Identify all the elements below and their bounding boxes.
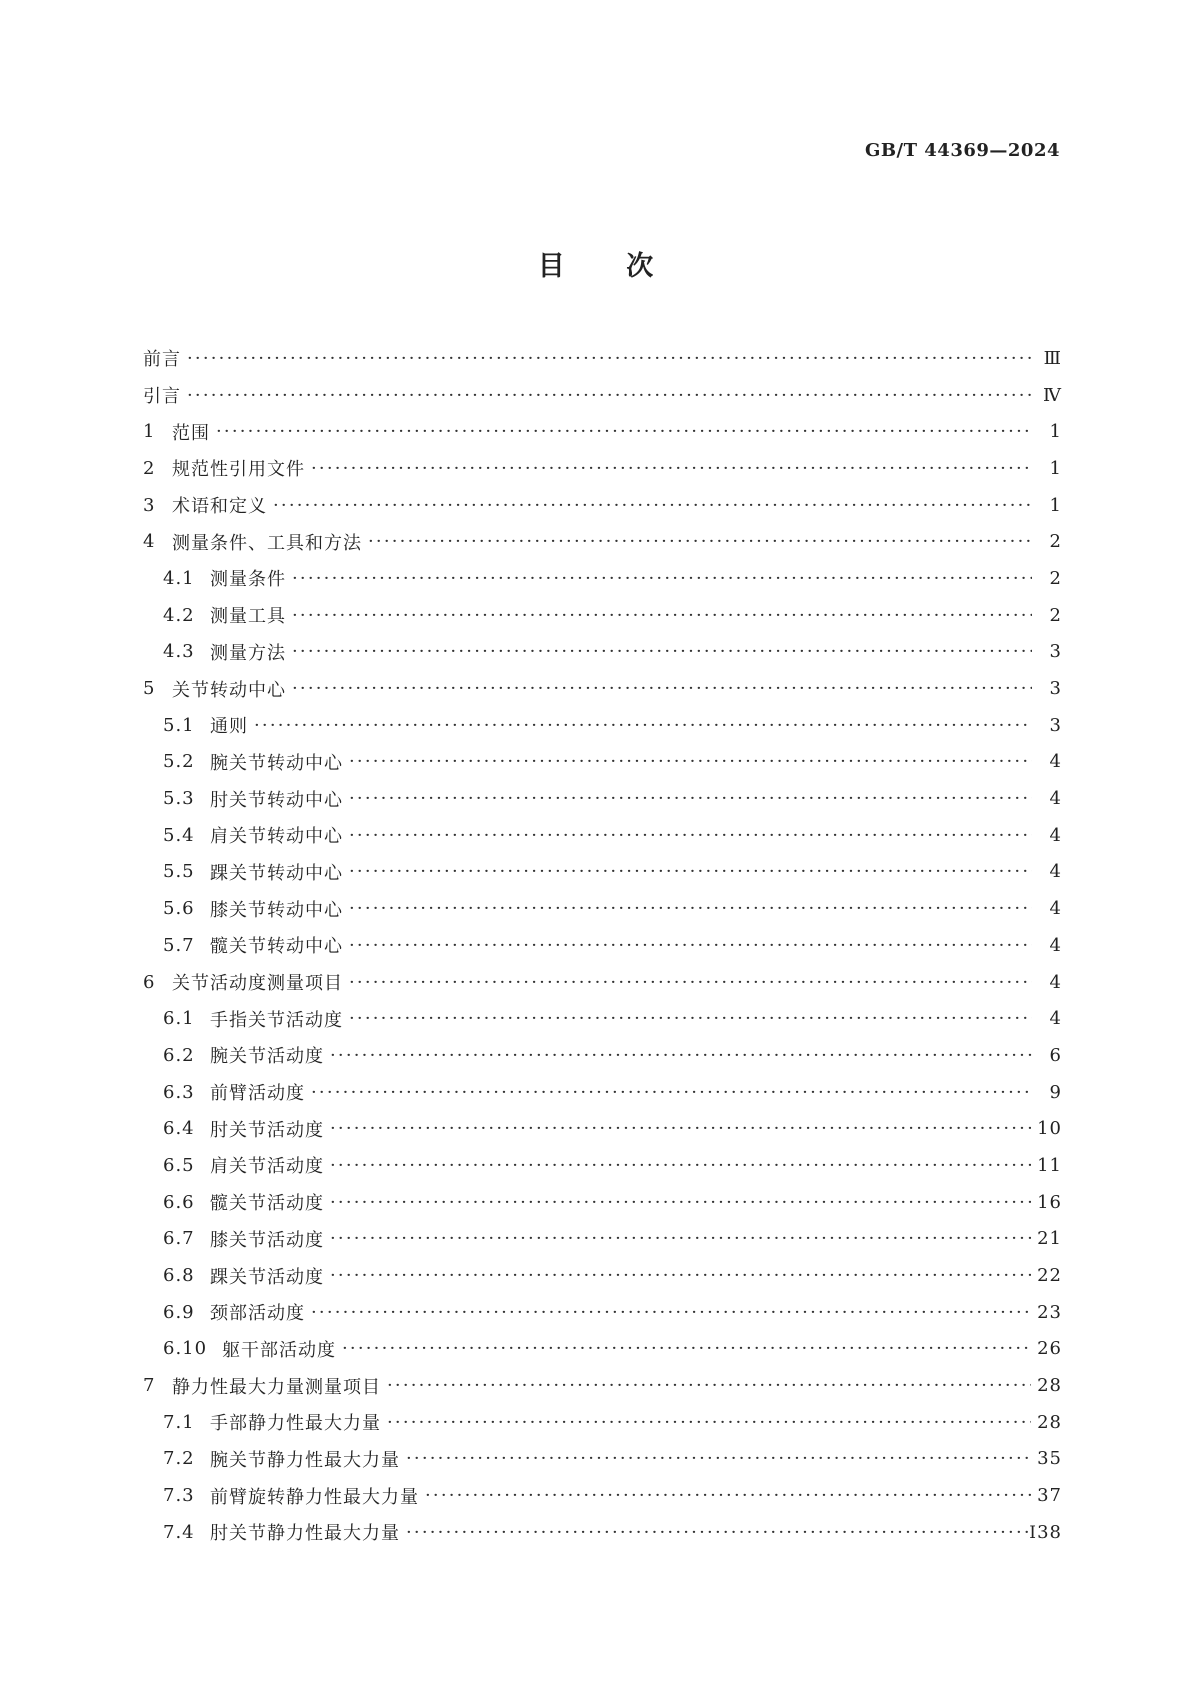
toc-entry-number: 6.8 bbox=[163, 1265, 195, 1287]
toc-entry-page: 1 bbox=[1049, 494, 1062, 516]
toc-entry-page: 37 bbox=[1037, 1485, 1062, 1507]
dot-leader bbox=[406, 1522, 1031, 1543]
toc-entry-number: 1 bbox=[143, 421, 156, 443]
dot-leader bbox=[349, 898, 1032, 919]
toc-entry-title: 测量条件 bbox=[210, 569, 286, 591]
toc-entry-title: 肩关节活动度 bbox=[210, 1156, 324, 1178]
dot-leader bbox=[311, 1082, 1032, 1103]
toc-entry-page: 28 bbox=[1037, 1375, 1062, 1397]
toc-entry-title: 腕关节转动中心 bbox=[210, 752, 343, 774]
toc-entry-page: 3 bbox=[1049, 714, 1062, 736]
toc-entry-title: 静力性最大力量测量项目 bbox=[172, 1376, 381, 1398]
toc-entry-page: 4 bbox=[1049, 824, 1062, 846]
toc-entry[interactable] bbox=[143, 1404, 1062, 1441]
toc-entry-number: 4 bbox=[143, 531, 156, 553]
toc-entry[interactable] bbox=[143, 707, 1062, 744]
toc-entry[interactable] bbox=[143, 927, 1062, 964]
toc-entry-title: 测量工具 bbox=[210, 606, 286, 628]
dot-leader bbox=[216, 421, 1032, 442]
toc-entry-title: 腕关节活动度 bbox=[210, 1046, 324, 1068]
toc-entry[interactable] bbox=[143, 1477, 1062, 1514]
toc-entry-number: 7.3 bbox=[163, 1485, 195, 1507]
toc-entry-page: 4 bbox=[1049, 751, 1062, 773]
toc-entry-number: 5.5 bbox=[163, 861, 195, 883]
toc-entry[interactable] bbox=[143, 744, 1062, 781]
toc-entry[interactable] bbox=[143, 1147, 1062, 1184]
dot-leader bbox=[349, 751, 1032, 772]
toc-entry-title: 腕关节静力性最大力量 bbox=[210, 1449, 400, 1471]
toc-entry-title: 髋关节活动度 bbox=[210, 1193, 324, 1215]
toc-entry-page: 9 bbox=[1049, 1081, 1062, 1103]
toc-entry-page: 1 bbox=[1049, 457, 1062, 479]
toc-entry-page: 2 bbox=[1049, 567, 1062, 589]
toc-entry-title: 踝关节活动度 bbox=[210, 1266, 324, 1288]
toc-entry-number: 6.10 bbox=[163, 1338, 208, 1360]
toc-entry[interactable] bbox=[143, 487, 1062, 524]
toc-entry-title: 肩关节转动中心 bbox=[210, 826, 343, 848]
toc-entry[interactable] bbox=[143, 890, 1062, 927]
toc-entry-number: 6.1 bbox=[163, 1008, 195, 1030]
dot-leader bbox=[273, 495, 1032, 516]
dot-leader bbox=[330, 1192, 1031, 1213]
toc-entry-number: 7.2 bbox=[163, 1448, 195, 1470]
standard-code: GB/T 44369—2024 bbox=[864, 140, 1060, 161]
dot-leader bbox=[292, 678, 1032, 699]
toc-entry[interactable] bbox=[143, 1441, 1062, 1478]
toc-entry[interactable] bbox=[143, 597, 1062, 634]
toc-entry-number: 6.5 bbox=[163, 1154, 195, 1176]
toc-entry-title: 测量条件、工具和方法 bbox=[172, 532, 362, 554]
toc-entry-title: 术语和定义 bbox=[172, 496, 267, 518]
toc-entry-number: 7.4 bbox=[163, 1521, 195, 1543]
toc-entry[interactable] bbox=[143, 964, 1062, 1001]
dot-leader bbox=[349, 1008, 1032, 1029]
dot-leader bbox=[254, 715, 1032, 736]
toc-entry-number: 6.3 bbox=[163, 1081, 195, 1103]
toc-entry-title: 测量方法 bbox=[210, 642, 286, 664]
toc-entry-number: 6.2 bbox=[163, 1044, 195, 1066]
dot-leader bbox=[368, 531, 1032, 552]
toc-entry[interactable] bbox=[143, 413, 1062, 450]
dot-leader bbox=[387, 1412, 1031, 1433]
toc-entry-page: 4 bbox=[1049, 1008, 1062, 1030]
dot-leader bbox=[292, 605, 1032, 626]
toc-entry-page: 4 bbox=[1049, 971, 1062, 993]
toc-entry-title: 膝关节转动中心 bbox=[210, 899, 343, 921]
dot-leader bbox=[330, 1228, 1031, 1249]
dot-leader bbox=[187, 385, 1032, 406]
toc-entry-title: 规范性引用文件 bbox=[172, 459, 305, 481]
dot-leader bbox=[406, 1448, 1031, 1469]
toc-entry-page: 10 bbox=[1037, 1118, 1062, 1140]
page-number: Ⅰ bbox=[1029, 1523, 1036, 1543]
toc-entry[interactable] bbox=[143, 560, 1062, 597]
toc-entry-number: 5.7 bbox=[163, 934, 195, 956]
toc-entry[interactable] bbox=[143, 1037, 1062, 1074]
dot-leader bbox=[425, 1485, 1031, 1506]
dot-leader bbox=[330, 1118, 1031, 1139]
toc-entry-page: 28 bbox=[1037, 1411, 1062, 1433]
dot-leader bbox=[342, 1338, 1031, 1359]
toc-entry-page: 4 bbox=[1049, 788, 1062, 810]
toc-entry-number: 4.1 bbox=[163, 567, 195, 589]
toc-entry-number: 7 bbox=[143, 1375, 156, 1397]
toc-entry[interactable] bbox=[143, 340, 1062, 377]
toc-entry-number: 4.2 bbox=[163, 604, 195, 626]
toc-entry-number: 6.7 bbox=[163, 1228, 195, 1250]
toc-entry-title: 手指关节活动度 bbox=[210, 1009, 343, 1031]
toc-entry-number: 7.1 bbox=[163, 1411, 195, 1433]
toc-entry-title: 关节活动度测量项目 bbox=[172, 973, 343, 995]
toc-entry-page: 21 bbox=[1037, 1228, 1062, 1250]
dot-leader bbox=[292, 641, 1032, 662]
toc-entry[interactable] bbox=[143, 670, 1062, 707]
toc-entry[interactable] bbox=[143, 634, 1062, 671]
toc-entry-number: 5.1 bbox=[163, 714, 195, 736]
toc-entry[interactable] bbox=[143, 377, 1062, 414]
toc-entry-page: 16 bbox=[1037, 1191, 1062, 1213]
toc-entry[interactable] bbox=[143, 523, 1062, 560]
toc-entry-page: 2 bbox=[1049, 604, 1062, 626]
dot-leader bbox=[330, 1045, 1032, 1066]
toc-entry-number: 6.4 bbox=[163, 1118, 195, 1140]
toc-entry-title: 通则 bbox=[210, 716, 248, 738]
toc-entry-page: 6 bbox=[1049, 1044, 1062, 1066]
toc-entry-number: 5.4 bbox=[163, 824, 195, 846]
toc-entry-page: 3 bbox=[1049, 678, 1062, 700]
toc-entry-page: 23 bbox=[1037, 1301, 1062, 1323]
toc-entry-title: 膝关节活动度 bbox=[210, 1229, 324, 1251]
toc-entry[interactable] bbox=[143, 854, 1062, 891]
toc-entry[interactable] bbox=[143, 1000, 1062, 1037]
toc-entry-page: 4 bbox=[1049, 898, 1062, 920]
toc-entry-page: 4 bbox=[1049, 934, 1062, 956]
toc-entry-title: 引言 bbox=[143, 386, 181, 408]
toc-entry[interactable] bbox=[143, 450, 1062, 487]
toc-entry-page: 3 bbox=[1049, 641, 1062, 663]
toc-entry-number: 3 bbox=[143, 494, 156, 516]
toc-entry-title: 前臂旋转静力性最大力量 bbox=[210, 1486, 419, 1508]
toc-entry[interactable] bbox=[143, 1331, 1062, 1368]
toc-entry-number: 6.9 bbox=[163, 1301, 195, 1323]
toc-entry[interactable] bbox=[143, 1221, 1062, 1258]
toc-entry-title: 踝关节转动中心 bbox=[210, 862, 343, 884]
page-title: 目 次 bbox=[537, 251, 654, 282]
toc-entry-page: 22 bbox=[1037, 1265, 1062, 1287]
toc-entry-title: 手部静力性最大力量 bbox=[210, 1413, 381, 1435]
toc-entry-number: 4.3 bbox=[163, 641, 195, 663]
toc-entry-title: 关节转动中心 bbox=[172, 679, 286, 701]
toc-entry[interactable] bbox=[143, 1294, 1062, 1331]
dot-leader bbox=[311, 458, 1032, 479]
toc-entry[interactable] bbox=[143, 780, 1062, 817]
toc-entry[interactable] bbox=[143, 1367, 1062, 1404]
dot-leader bbox=[311, 1302, 1031, 1323]
toc-entry-title: 范围 bbox=[172, 422, 210, 444]
toc-entry-page: 35 bbox=[1037, 1448, 1062, 1470]
toc-entry[interactable] bbox=[143, 817, 1062, 854]
dot-leader bbox=[330, 1155, 1031, 1176]
toc-entry-title: 前臂活动度 bbox=[210, 1083, 305, 1105]
dot-leader bbox=[330, 1265, 1031, 1286]
dot-leader bbox=[349, 972, 1032, 993]
dot-leader bbox=[349, 788, 1032, 809]
toc-entry-page: 2 bbox=[1049, 531, 1062, 553]
toc-entry-page: 1 bbox=[1049, 421, 1062, 443]
toc-entry-number: 6.6 bbox=[163, 1191, 195, 1213]
dot-leader bbox=[387, 1375, 1031, 1396]
toc-entry-number: 6 bbox=[143, 971, 156, 993]
toc-entry-number: 5.2 bbox=[163, 751, 195, 773]
toc-entry-page: 38 bbox=[1037, 1521, 1062, 1543]
dot-leader bbox=[349, 825, 1032, 846]
toc-entry-title: 躯干部活动度 bbox=[222, 1339, 336, 1361]
toc-entry-title: 髋关节转动中心 bbox=[210, 936, 343, 958]
dot-leader bbox=[349, 861, 1032, 882]
toc-entry-number: 5.6 bbox=[163, 898, 195, 920]
toc-entry[interactable] bbox=[143, 1257, 1062, 1294]
dot-leader bbox=[349, 935, 1032, 956]
toc-entry-title: 肘关节静力性最大力量 bbox=[210, 1523, 400, 1545]
toc-entry[interactable] bbox=[143, 1074, 1062, 1111]
toc-entry-page: Ⅲ bbox=[1043, 347, 1062, 369]
toc-entry-title: 颈部活动度 bbox=[210, 1303, 305, 1325]
dot-leader bbox=[187, 348, 1032, 369]
toc-entry-title: 肘关节转动中心 bbox=[210, 789, 343, 811]
toc-entry-page: 11 bbox=[1037, 1154, 1062, 1176]
toc-entry-page: 26 bbox=[1037, 1338, 1062, 1360]
toc-entry[interactable] bbox=[143, 1184, 1062, 1221]
toc-entry-number: 5.3 bbox=[163, 788, 195, 810]
toc-entry-page: Ⅳ bbox=[1043, 384, 1062, 406]
toc-entry-title: 前言 bbox=[143, 349, 181, 371]
toc-entry-page: 4 bbox=[1049, 861, 1062, 883]
dot-leader bbox=[292, 568, 1032, 589]
table-of-contents bbox=[143, 340, 1062, 1551]
toc-entry[interactable] bbox=[143, 1514, 1062, 1551]
toc-entry-number: 5 bbox=[143, 678, 156, 700]
toc-entry-title: 肘关节活动度 bbox=[210, 1119, 324, 1141]
toc-entry-number: 2 bbox=[143, 457, 156, 479]
toc-entry[interactable] bbox=[143, 1110, 1062, 1147]
